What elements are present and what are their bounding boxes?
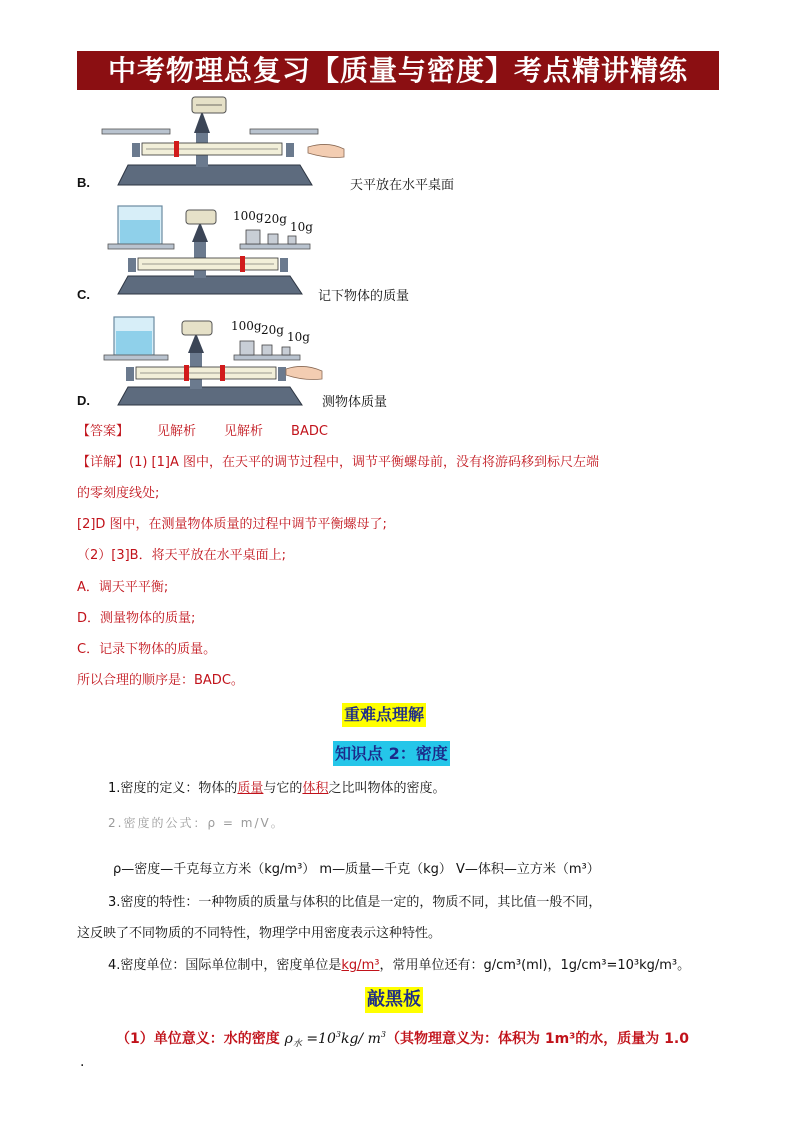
option-c-letter: C.	[77, 287, 90, 302]
blackboard-suffix: （其物理意义为：体积为 1m³的水，质量为 1.0	[385, 1031, 689, 1047]
blackboard-prefix: （1）单位意义：水的密度	[116, 1031, 285, 1047]
weight-10g-label-d: 10g	[287, 330, 310, 344]
definition-suffix: 之比叫物体的密度。	[328, 781, 446, 796]
balance-figure-c	[100, 202, 320, 296]
balance-figure-b	[100, 93, 348, 187]
density-definition	[108, 780, 445, 798]
density-units-line: ρ—密度—千克每立方米（kg/m³） m—质量—千克（kg） V—体积—立方米（m³）	[113, 862, 600, 877]
option-d-caption: 测物体质量	[322, 395, 388, 410]
rho-symbol: ρ	[284, 1031, 293, 1047]
weight-10g-label: 10g	[290, 220, 313, 234]
answer-value-2: 见解析	[224, 424, 264, 439]
option-c-caption: 记下物体的质量	[318, 289, 410, 304]
unit-suffix: ，常用单位还有：g/cm³(ml)，1g/cm³=10³kg/m³。	[379, 958, 691, 973]
option-d-letter: D.	[77, 393, 90, 408]
density-property-line-2: 这反映了不同物质的不同特性，物理学中用密度表示这种特性。	[77, 926, 442, 941]
answer-label: 【答案】	[77, 424, 130, 439]
balance-figure-d	[100, 313, 325, 407]
answer-line	[77, 423, 328, 441]
water-density-exponent: 3	[335, 1030, 341, 1039]
weight-100g-label: 100g	[233, 209, 264, 223]
rho-subscript: 水	[292, 1039, 302, 1049]
section-heading-blackboard: 敲黑板	[365, 987, 423, 1013]
definition-mass-term: 质量	[237, 781, 264, 796]
option-b-letter: B.	[77, 175, 90, 190]
weight-100g-label-d: 100g	[231, 319, 262, 333]
section-heading-key-points: 重难点理解	[342, 703, 426, 727]
section-heading-knowledge-point: 知识点 2：密度	[333, 741, 450, 766]
detail-line-3: [2]D 图中，在测量物体质量的过程中调节平衡螺母了;	[77, 517, 387, 532]
option-b-caption: 天平放在水平桌面	[350, 178, 455, 193]
definition-prefix: 1.密度的定义：物体的	[108, 781, 238, 796]
weight-20g-label: 20g	[264, 212, 287, 226]
weight-20g-label-d: 20g	[261, 323, 284, 337]
page-title: 中考物理总复习【质量与密度】考点精讲精练	[77, 51, 719, 90]
water-density-value: =10	[301, 1031, 336, 1047]
answer-value-1: 见解析	[157, 424, 197, 439]
detail-line-1: 【详解】(1) [1]A 图中，在天平的调节过程中，调节平衡螺母前，没有将游码移到标尺左端	[77, 455, 599, 470]
density-formula-faint: 2.密度的公式：ρ = m/V。	[108, 816, 285, 830]
unit-prefix: 4.密度单位：国际单位制中，密度单位是	[108, 958, 342, 973]
si-density-unit: kg/m³	[341, 958, 380, 973]
detail-line-4: （2）[3]B．将天平放在水平桌面上;	[77, 548, 286, 563]
detail-line-7: C．记录下物体的质量。	[77, 642, 217, 657]
detail-line-2: 的零刻度线处;	[77, 486, 160, 501]
density-unit-line	[108, 957, 690, 975]
detail-line-6: D．测量物体的质量;	[77, 611, 196, 626]
definition-mid: 与它的	[263, 781, 303, 796]
blackboard-line	[116, 1028, 689, 1049]
detail-line-5: A．调天平平衡;	[77, 580, 169, 595]
answer-value-3: BADC	[291, 424, 328, 439]
page-dot: ·	[80, 1058, 85, 1074]
water-density-unit-exponent: 3	[380, 1030, 386, 1039]
detail-line-8: 所以合理的顺序是：BADC。	[77, 673, 244, 688]
density-property-line-1: 3.密度的特性：一种物质的质量与体积的比值是一定的，物质不同，其比值一般不同，	[108, 895, 602, 910]
water-density-unit: kg/ m	[340, 1031, 381, 1047]
definition-volume-term: 体积	[302, 781, 329, 796]
